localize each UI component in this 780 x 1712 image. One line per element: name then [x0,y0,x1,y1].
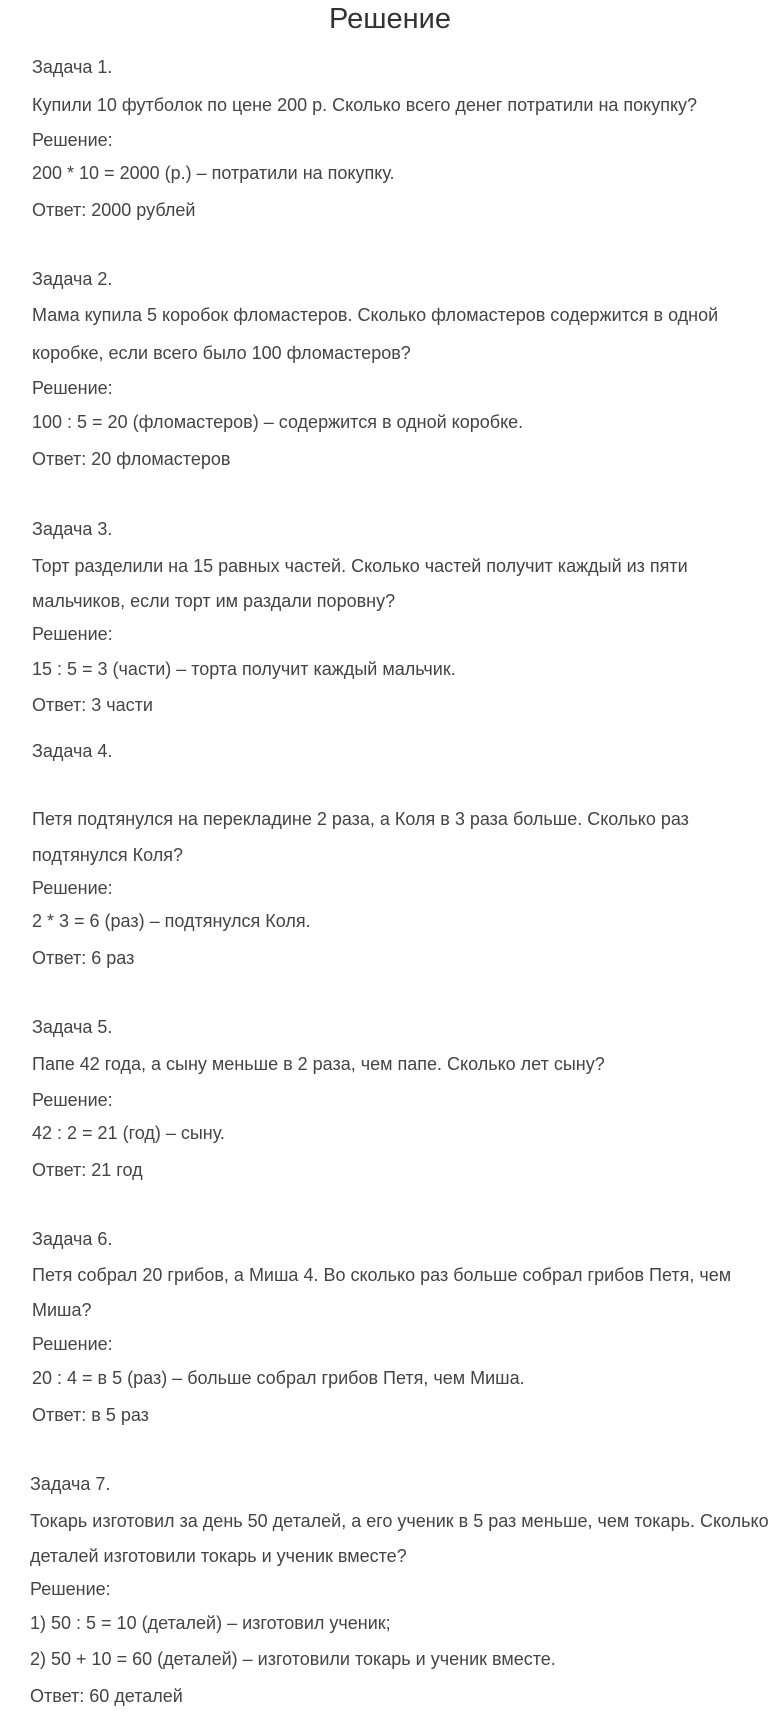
task-6-answer: Ответ: в 5 раз [32,1405,149,1425]
task-7-solution-label: Решение: [30,1579,111,1599]
task-7-condition-line-1: Токарь изготовил за день 50 деталей, а его ученик в 5 раз меньше, чем токарь. Сколько [30,1511,769,1531]
task-7-step-1: 1) 50 : 5 = 10 (деталей) – изготовил ученик; [30,1613,391,1633]
page-title: Решение [329,3,451,35]
task-4-condition-line-2: подтянулся Коля? [32,845,184,865]
task-6-heading: Задача 6. [32,1229,113,1249]
task-1-heading: Задача 1. [32,57,113,77]
task-3-heading: Задача 3. [32,519,113,539]
task-2-answer: Ответ: 20 фломастеров [32,449,231,469]
task-5-condition-line-1: Папе 42 года, а сыну меньше в 2 раза, чем папе. Сколько лет сыну? [32,1054,605,1074]
task-6-solution-label: Решение: [32,1334,113,1354]
task-4-heading: Задача 4. [32,741,113,761]
task-2-heading: Задача 2. [32,269,113,289]
task-4-step-1: 2 * 3 = 6 (раз) – подтянулся Коля. [32,911,311,931]
task-7-step-2: 2) 50 + 10 = 60 (деталей) – изготовили токарь и ученик вместе. [30,1649,556,1669]
task-4-solution-label: Решение: [32,878,113,898]
task-6-step-1: 20 : 4 = в 5 (раз) – больше собрал грибов Петя, чем Миша. [32,1368,525,1388]
task-5-solution-label: Решение: [32,1090,113,1110]
task-3-step-1: 15 : 5 = 3 (части) – торта получит каждый мальчик. [32,659,456,679]
task-6-condition-line-2: Миша? [32,1300,92,1320]
task-5-answer: Ответ: 21 год [32,1160,143,1180]
task-7-heading: Задача 7. [30,1474,111,1494]
task-4-condition-line-1: Петя подтянулся на перекладине 2 раза, а Коля в 3 раза больше. Сколько раз [32,809,689,829]
task-3-answer: Ответ: 3 части [32,695,153,715]
task-5-step-1: 42 : 2 = 21 (год) – сыну. [32,1123,225,1143]
task-3-condition-line-1: Торт разделили на 15 равных частей. Сколько частей получит каждый из пяти [32,556,688,576]
task-1-answer: Ответ: 2000 рублей [32,200,196,220]
task-1-step-1: 200 * 10 = 2000 (р.) – потратили на покупку. [32,163,395,183]
task-3-condition-line-2: мальчиков, если торт им раздали поровну? [32,591,396,611]
task-2-step-1: 100 : 5 = 20 (фломастеров) – содержится в одной коробке. [32,412,524,432]
task-4-answer: Ответ: 6 раз [32,948,135,968]
task-6-condition-line-1: Петя собрал 20 грибов, а Миша 4. Во сколько раз больше собрал грибов Петя, чем [32,1265,732,1285]
task-2-condition-line-1: Мама купила 5 коробок фломастеров. Сколько фломастеров содержится в одной [32,305,719,325]
task-7-answer: Ответ: 60 деталей [30,1686,183,1706]
task-2-condition-line-2: коробке, если всего было 100 фломастеров? [32,343,411,363]
task-7-condition-line-2: деталей изготовили токарь и ученик вместе? [30,1546,407,1566]
task-1-condition-line-1: Купили 10 футболок по цене 200 р. Сколько всего денег потратили на покупку? [32,95,698,115]
task-2-solution-label: Решение: [32,378,113,398]
task-5-heading: Задача 5. [32,1017,113,1037]
task-1-solution-label: Решение: [32,130,113,150]
task-3-solution-label: Решение: [32,624,113,644]
